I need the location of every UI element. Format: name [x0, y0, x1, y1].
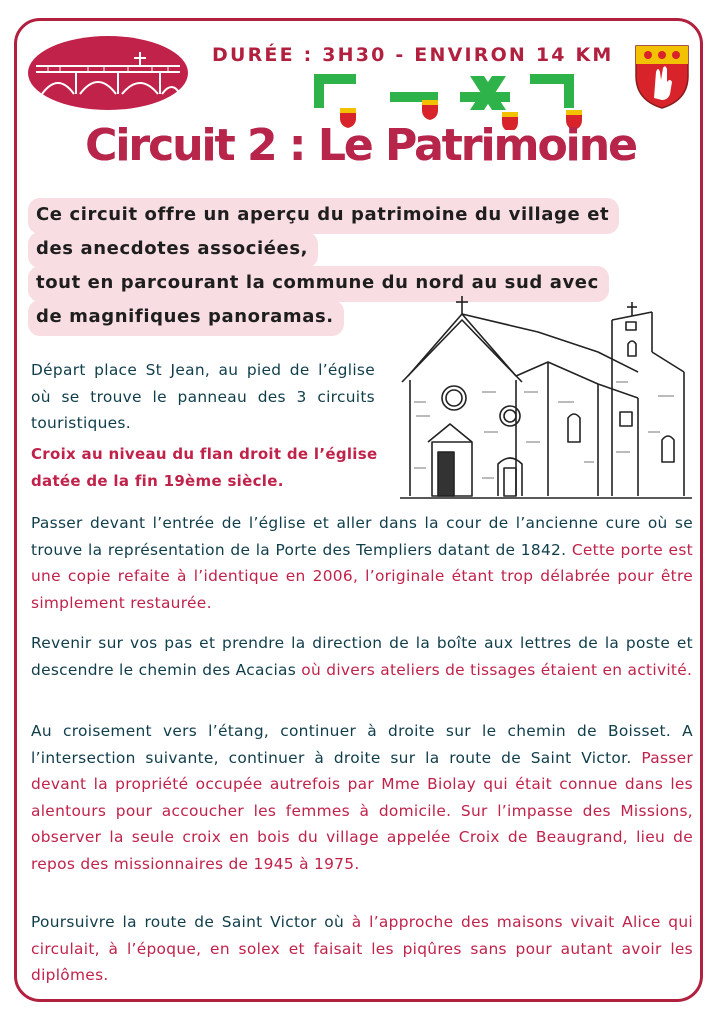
coat-of-arms-icon — [632, 42, 692, 110]
paragraph-text-highlight: Passer devant la propriété occupée autrefois par Mme Biolay qui était connue dans les alentours pour accoucher les femmes à domicile. Sur l’impasse des Missions, observer la seule croix en bois du village appelée Croix de Beaugrand, lieu de repos des missionnaires de 1945 à 1975. — [31, 748, 693, 873]
church-illustration-icon — [398, 292, 694, 506]
bridge-icon — [28, 36, 188, 110]
intro-line: tout en parcourant la commune du nord au sud avec — [28, 266, 609, 302]
paragraph-text: Poursuivre la route de Saint Victor où — [31, 913, 345, 931]
paragraph-acacias — [31, 630, 693, 683]
bridge-logo — [28, 36, 188, 110]
paragraph-church — [31, 510, 693, 616]
page-title: Circuit 2 : Le Patrimoine — [85, 120, 636, 171]
paragraph-alice — [31, 909, 693, 989]
duration-label: DURÉE : 3H30 - ENVIRON 14 KM — [212, 44, 614, 66]
intro-line: Ce circuit offre un aperçu du patrimoine du village et — [28, 198, 619, 234]
paragraph-boisset — [31, 718, 693, 877]
intro-line: de magnifiques panoramas. — [28, 300, 344, 336]
paragraph-cross: Croix au niveau du flan droit de l’église datée de la fin 19ème siècle. — [31, 445, 378, 490]
paragraph-text-highlight: où divers ateliers de tissages étaient en activité. — [296, 660, 693, 679]
intro-line: des anecdotes associées, — [28, 232, 318, 268]
paragraph-start: Départ place St Jean, au pied de l’église où se trouve le panneau des 3 circuits touristiques. — [31, 361, 375, 432]
paragraph-text: Revenir sur vos pas et prendre la direction de la boîte aux lettres de la poste et descendre le chemin des Acacias — [31, 634, 693, 679]
paragraph-text: Passer devant l’entrée de l’église et aller dans la cour de l’ancienne cure où se trouve la représentation de la Porte des Templiers datant de 1842. — [31, 514, 693, 559]
paragraph-text: Au croisement vers l’étang, continuer à droite sur le chemin de Boisset. A l’intersection suivante, continuer à droite sur la route de Saint Victor. — [31, 722, 693, 767]
paragraph-text-highlight: à l’approche des maisons vivait Alice qui circulait, à l’époque, en solex et faisait les piqûres sans pour autant avoir les diplômes. — [31, 913, 693, 984]
paragraph-text-highlight: Cette porte est une copie refaite à l’identique en 2006, l’originale étant trop délabrée pour être simplement restaurée. — [31, 540, 693, 612]
